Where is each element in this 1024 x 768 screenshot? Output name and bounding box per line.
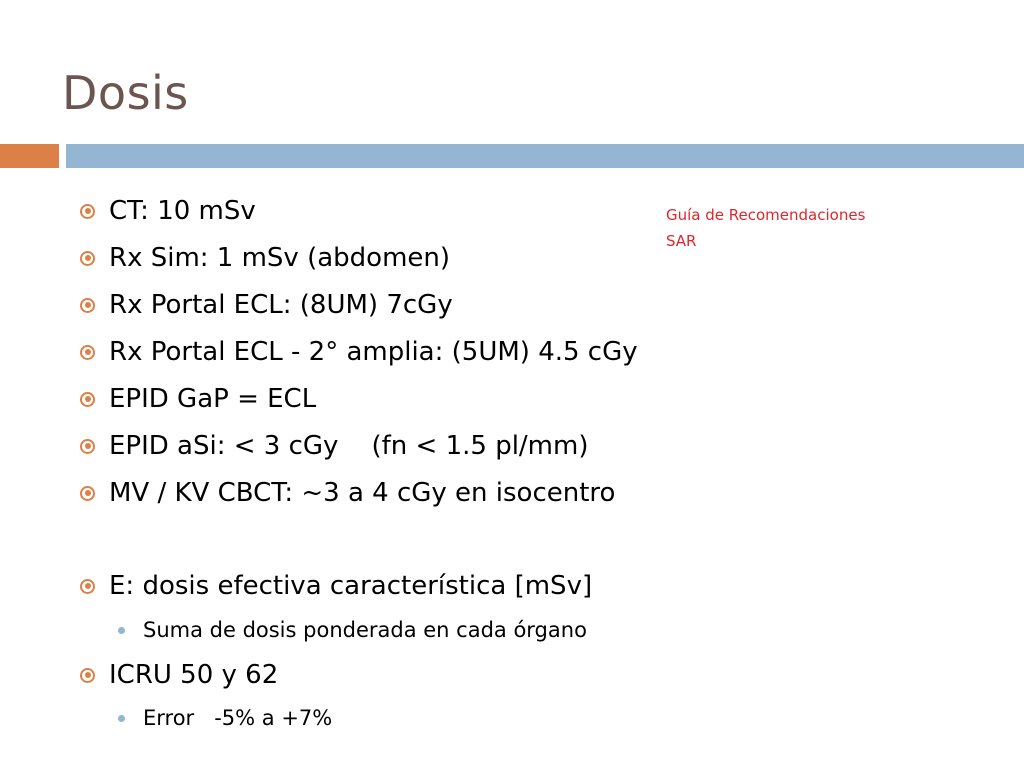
filled-dot-bullet-icon	[118, 715, 125, 722]
list-item	[80, 660, 278, 690]
sub-list-item	[118, 706, 332, 730]
sub-list-item	[118, 618, 587, 642]
circle-dot-bullet-icon	[80, 486, 95, 501]
list-item	[80, 478, 615, 508]
list-item	[80, 431, 588, 461]
circle-dot-bullet-icon	[80, 439, 95, 454]
circle-dot-bullet-icon	[80, 392, 95, 407]
slide-title: Dosis	[62, 66, 189, 120]
list-item-text: Rx Portal ECL - 2° amplia: (5UM) 4.5 cGy	[109, 337, 638, 367]
sub-list-item-text: Suma de dosis ponderada en cada órgano	[143, 618, 587, 642]
sub-list-item-text: Error -5% a +7%	[143, 706, 333, 730]
list-item	[80, 243, 450, 273]
reference-note-line-1: Guía de Recomendaciones	[666, 206, 866, 224]
circle-dot-bullet-icon	[80, 668, 95, 683]
circle-dot-bullet-icon	[80, 251, 95, 266]
list-item-text: EPID GaP = ECL	[109, 384, 317, 414]
list-item-text: MV / KV CBCT: ~3 a 4 cGy en isocentro	[109, 478, 616, 508]
list-item-text: EPID aSi: < 3 cGy (fn < 1.5 pl/mm)	[109, 431, 589, 461]
filled-dot-bullet-icon	[118, 627, 125, 634]
reference-note-line-2: SAR	[666, 232, 697, 250]
list-item	[80, 337, 638, 367]
accent-bar-orange	[0, 144, 59, 168]
list-item	[80, 290, 453, 320]
list-item-text: Rx Portal ECL: (8UM) 7cGy	[109, 290, 453, 320]
circle-dot-bullet-icon	[80, 345, 95, 360]
list-item-text: ICRU 50 y 62	[109, 660, 279, 690]
list-item	[80, 196, 256, 226]
circle-dot-bullet-icon	[80, 579, 95, 594]
circle-dot-bullet-icon	[80, 298, 95, 313]
list-item-text: CT: 10 mSv	[109, 196, 256, 226]
reference-note	[666, 202, 865, 254]
list-item-text: E: dosis efectiva característica [mSv]	[109, 571, 593, 601]
accent-bar-blue	[66, 144, 1024, 168]
circle-dot-bullet-icon	[80, 204, 95, 219]
list-item-text: Rx Sim: 1 mSv (abdomen)	[109, 243, 451, 273]
list-item	[80, 384, 316, 414]
list-item	[80, 571, 592, 601]
